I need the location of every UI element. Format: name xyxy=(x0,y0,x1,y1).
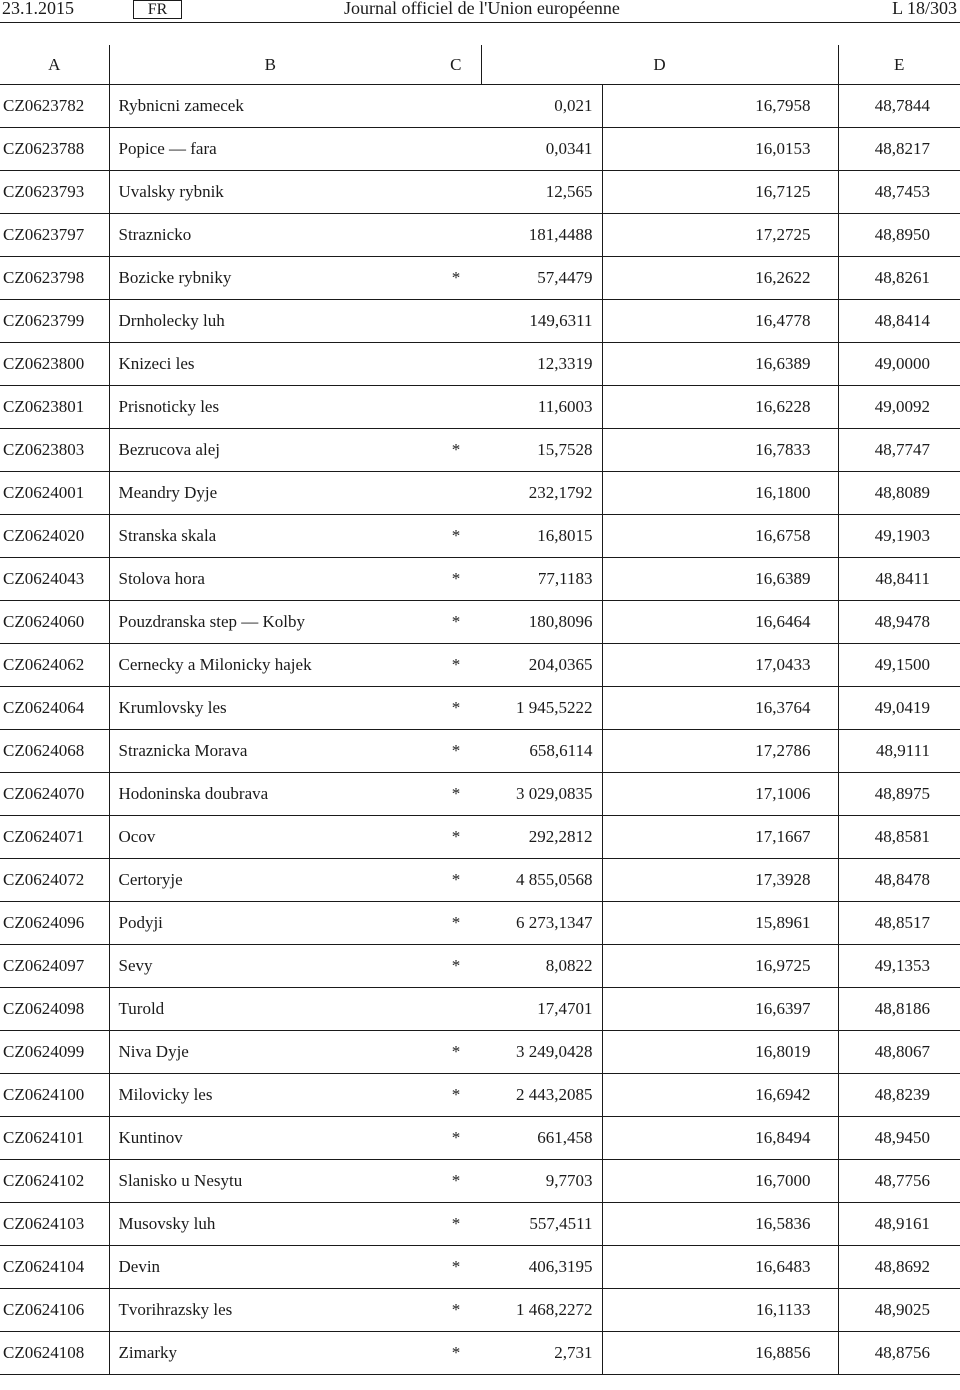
site-code: CZ0624020 xyxy=(0,515,109,558)
site-latitude: 48,9478 xyxy=(838,601,960,644)
site-code: CZ0623782 xyxy=(0,85,109,128)
site-latitude: 48,8414 xyxy=(838,300,960,343)
site-name: Zimarky xyxy=(109,1332,431,1375)
column-header-a: A xyxy=(0,45,109,85)
priority-marker: * xyxy=(431,601,481,644)
site-area: 1 468,2272 xyxy=(481,1289,602,1332)
site-longitude: 16,8019 xyxy=(602,1031,838,1074)
column-header-b: B xyxy=(109,45,431,85)
site-latitude: 48,8239 xyxy=(838,1074,960,1117)
site-name: Certoryje xyxy=(109,859,431,902)
column-header-d: D xyxy=(481,45,838,85)
site-code: CZ0624064 xyxy=(0,687,109,730)
site-latitude: 48,9111 xyxy=(838,730,960,773)
site-longitude: 16,6389 xyxy=(602,343,838,386)
site-name: Milovicky les xyxy=(109,1074,431,1117)
site-longitude: 17,1667 xyxy=(602,816,838,859)
table-row xyxy=(0,429,960,472)
site-latitude: 48,8186 xyxy=(838,988,960,1031)
table-row xyxy=(0,1074,960,1117)
site-area: 1 945,5222 xyxy=(481,687,602,730)
site-latitude: 48,8517 xyxy=(838,902,960,945)
priority-marker xyxy=(431,472,481,515)
site-latitude: 48,8692 xyxy=(838,1246,960,1289)
site-code: CZ0623801 xyxy=(0,386,109,429)
site-area: 3 029,0835 xyxy=(481,773,602,816)
priority-marker: * xyxy=(431,1203,481,1246)
table-row xyxy=(0,214,960,257)
site-code: CZ0624102 xyxy=(0,1160,109,1203)
site-name: Pouzdranska step — Kolby xyxy=(109,601,431,644)
site-code: CZ0624043 xyxy=(0,558,109,601)
site-name: Turold xyxy=(109,988,431,1031)
site-code: CZ0624101 xyxy=(0,1117,109,1160)
site-name: Knizeci les xyxy=(109,343,431,386)
site-code: CZ0624096 xyxy=(0,902,109,945)
site-code: CZ0623798 xyxy=(0,257,109,300)
priority-marker: * xyxy=(431,1117,481,1160)
site-longitude: 16,6389 xyxy=(602,558,838,601)
site-name: Rybnicni zamecek xyxy=(109,85,431,128)
site-code: CZ0624062 xyxy=(0,644,109,687)
table-row xyxy=(0,85,960,128)
table-row xyxy=(0,515,960,558)
site-code: CZ0624108 xyxy=(0,1332,109,1375)
site-longitude: 16,7958 xyxy=(602,85,838,128)
priority-marker: * xyxy=(431,1074,481,1117)
site-code: CZ0624001 xyxy=(0,472,109,515)
site-latitude: 48,8261 xyxy=(838,257,960,300)
table-row xyxy=(0,128,960,171)
priority-marker: * xyxy=(431,558,481,601)
site-code: CZ0624098 xyxy=(0,988,109,1031)
priority-marker: * xyxy=(431,1031,481,1074)
site-longitude: 17,0433 xyxy=(602,644,838,687)
site-latitude: 49,1353 xyxy=(838,945,960,988)
site-area: 2 443,2085 xyxy=(481,1074,602,1117)
site-longitude: 16,8494 xyxy=(602,1117,838,1160)
site-latitude: 48,8756 xyxy=(838,1332,960,1375)
site-code: CZ0623799 xyxy=(0,300,109,343)
table-row xyxy=(0,816,960,859)
priority-marker: * xyxy=(431,1160,481,1203)
site-area: 2,731 xyxy=(481,1332,602,1375)
priority-marker: * xyxy=(431,1289,481,1332)
site-code: CZ0624072 xyxy=(0,859,109,902)
site-name: Popice — fara xyxy=(109,128,431,171)
site-name: Uvalsky rybnik xyxy=(109,171,431,214)
site-latitude: 48,8411 xyxy=(838,558,960,601)
site-name: Bozicke rybniky xyxy=(109,257,431,300)
site-longitude: 16,9725 xyxy=(602,945,838,988)
table-header-row xyxy=(0,45,960,85)
table-row xyxy=(0,945,960,988)
site-code: CZ0624070 xyxy=(0,773,109,816)
site-area: 16,8015 xyxy=(481,515,602,558)
table-row xyxy=(0,1031,960,1074)
table-row xyxy=(0,1289,960,1332)
site-area: 4 855,0568 xyxy=(481,859,602,902)
site-name: Tvorihrazsky les xyxy=(109,1289,431,1332)
priority-marker xyxy=(431,128,481,171)
site-latitude: 49,1500 xyxy=(838,644,960,687)
site-longitude: 17,3928 xyxy=(602,859,838,902)
site-name: Prisnoticky les xyxy=(109,386,431,429)
page-header xyxy=(0,0,960,22)
header-divider xyxy=(0,22,960,23)
site-name: Straznicka Morava xyxy=(109,730,431,773)
site-code: CZ0624103 xyxy=(0,1203,109,1246)
priority-marker: * xyxy=(431,644,481,687)
site-area: 15,7528 xyxy=(481,429,602,472)
site-name: Cernecky a Milonicky hajek xyxy=(109,644,431,687)
priority-marker: * xyxy=(431,1246,481,1289)
site-area: 149,6311 xyxy=(481,300,602,343)
site-name: Devin xyxy=(109,1246,431,1289)
table-row xyxy=(0,644,960,687)
priority-marker: * xyxy=(431,902,481,945)
table-row xyxy=(0,601,960,644)
site-latitude: 48,9161 xyxy=(838,1203,960,1246)
priority-marker xyxy=(431,85,481,128)
table-row xyxy=(0,687,960,730)
site-latitude: 48,7747 xyxy=(838,429,960,472)
site-code: CZ0623797 xyxy=(0,214,109,257)
site-name: Hodoninska doubrava xyxy=(109,773,431,816)
site-area: 17,4701 xyxy=(481,988,602,1031)
table-row xyxy=(0,343,960,386)
priority-marker: * xyxy=(431,429,481,472)
site-longitude: 17,1006 xyxy=(602,773,838,816)
table-row xyxy=(0,1332,960,1375)
site-latitude: 48,8478 xyxy=(838,859,960,902)
priority-marker: * xyxy=(431,1332,481,1375)
table-row xyxy=(0,1246,960,1289)
site-name: Drnholecky luh xyxy=(109,300,431,343)
site-latitude: 48,8217 xyxy=(838,128,960,171)
site-longitude: 16,7125 xyxy=(602,171,838,214)
table-row xyxy=(0,902,960,945)
site-area: 661,458 xyxy=(481,1117,602,1160)
table-row xyxy=(0,300,960,343)
site-latitude: 49,0419 xyxy=(838,687,960,730)
site-longitude: 16,5836 xyxy=(602,1203,838,1246)
site-name: Bezrucova alej xyxy=(109,429,431,472)
site-longitude: 16,3764 xyxy=(602,687,838,730)
site-longitude: 17,2725 xyxy=(602,214,838,257)
table-row xyxy=(0,257,960,300)
site-name: Krumlovsky les xyxy=(109,687,431,730)
site-code: CZ0623803 xyxy=(0,429,109,472)
table-body xyxy=(0,85,960,1375)
priority-marker xyxy=(431,343,481,386)
site-area: 181,4488 xyxy=(481,214,602,257)
site-area: 3 249,0428 xyxy=(481,1031,602,1074)
site-code: CZ0624071 xyxy=(0,816,109,859)
page-reference: L 18/303 xyxy=(892,0,957,18)
site-latitude: 48,8067 xyxy=(838,1031,960,1074)
priority-marker: * xyxy=(431,730,481,773)
priority-marker: * xyxy=(431,687,481,730)
site-latitude: 48,8950 xyxy=(838,214,960,257)
priority-marker xyxy=(431,300,481,343)
site-latitude: 49,1903 xyxy=(838,515,960,558)
site-latitude: 48,9450 xyxy=(838,1117,960,1160)
site-code: CZ0623788 xyxy=(0,128,109,171)
site-longitude: 16,6942 xyxy=(602,1074,838,1117)
site-area: 77,1183 xyxy=(481,558,602,601)
priority-marker xyxy=(431,171,481,214)
site-longitude: 17,2786 xyxy=(602,730,838,773)
priority-marker: * xyxy=(431,257,481,300)
publication-date: 23.1.2015 xyxy=(2,0,74,18)
column-header-c: C xyxy=(431,45,481,85)
site-latitude: 48,7844 xyxy=(838,85,960,128)
site-latitude: 48,8975 xyxy=(838,773,960,816)
site-code: CZ0623800 xyxy=(0,343,109,386)
priority-marker: * xyxy=(431,515,481,558)
site-name: Slanisko u Nesytu xyxy=(109,1160,431,1203)
site-area: 406,3195 xyxy=(481,1246,602,1289)
site-name: Podyji xyxy=(109,902,431,945)
site-area: 232,1792 xyxy=(481,472,602,515)
priority-marker xyxy=(431,988,481,1031)
priority-marker xyxy=(431,214,481,257)
site-code: CZ0624099 xyxy=(0,1031,109,1074)
site-name: Kuntinov xyxy=(109,1117,431,1160)
site-longitude: 16,6228 xyxy=(602,386,838,429)
table-row xyxy=(0,1160,960,1203)
site-name: Straznicko xyxy=(109,214,431,257)
site-latitude: 48,9025 xyxy=(838,1289,960,1332)
site-area: 180,8096 xyxy=(481,601,602,644)
site-latitude: 48,8089 xyxy=(838,472,960,515)
column-header-e: E xyxy=(838,45,960,85)
site-longitude: 16,4778 xyxy=(602,300,838,343)
site-longitude: 16,6758 xyxy=(602,515,838,558)
language-badge: FR xyxy=(133,0,182,19)
table-row xyxy=(0,171,960,214)
site-code: CZ0624106 xyxy=(0,1289,109,1332)
site-longitude: 16,7000 xyxy=(602,1160,838,1203)
site-name: Stolova hora xyxy=(109,558,431,601)
table-row xyxy=(0,773,960,816)
site-longitude: 16,2622 xyxy=(602,257,838,300)
site-area: 658,6114 xyxy=(481,730,602,773)
site-code: CZ0624060 xyxy=(0,601,109,644)
site-latitude: 48,7756 xyxy=(838,1160,960,1203)
site-area: 292,2812 xyxy=(481,816,602,859)
site-name: Ocov xyxy=(109,816,431,859)
sites-table xyxy=(0,45,960,1375)
site-longitude: 16,7833 xyxy=(602,429,838,472)
table-row xyxy=(0,558,960,601)
table-row xyxy=(0,1203,960,1246)
site-longitude: 16,6483 xyxy=(602,1246,838,1289)
table-row xyxy=(0,730,960,773)
site-name: Meandry Dyje xyxy=(109,472,431,515)
site-longitude: 16,6397 xyxy=(602,988,838,1031)
priority-marker: * xyxy=(431,859,481,902)
site-name: Musovsky luh xyxy=(109,1203,431,1246)
table-row xyxy=(0,988,960,1031)
priority-marker xyxy=(431,386,481,429)
table-row xyxy=(0,1117,960,1160)
priority-marker: * xyxy=(431,945,481,988)
site-name: Sevy xyxy=(109,945,431,988)
site-longitude: 16,1133 xyxy=(602,1289,838,1332)
site-area: 8,0822 xyxy=(481,945,602,988)
site-area: 9,7703 xyxy=(481,1160,602,1203)
site-area: 11,6003 xyxy=(481,386,602,429)
site-longitude: 16,1800 xyxy=(602,472,838,515)
site-area: 6 273,1347 xyxy=(481,902,602,945)
priority-marker: * xyxy=(431,816,481,859)
priority-marker: * xyxy=(431,773,481,816)
site-area: 557,4511 xyxy=(481,1203,602,1246)
site-name: Stranska skala xyxy=(109,515,431,558)
site-code: CZ0624100 xyxy=(0,1074,109,1117)
site-area: 57,4479 xyxy=(481,257,602,300)
site-name: Niva Dyje xyxy=(109,1031,431,1074)
site-latitude: 48,7453 xyxy=(838,171,960,214)
site-longitude: 16,6464 xyxy=(602,601,838,644)
table-row xyxy=(0,386,960,429)
site-code: CZ0624104 xyxy=(0,1246,109,1289)
site-area: 0,021 xyxy=(481,85,602,128)
site-area: 12,565 xyxy=(481,171,602,214)
site-area: 12,3319 xyxy=(481,343,602,386)
site-longitude: 15,8961 xyxy=(602,902,838,945)
site-code: CZ0623793 xyxy=(0,171,109,214)
site-latitude: 49,0000 xyxy=(838,343,960,386)
site-code: CZ0624097 xyxy=(0,945,109,988)
table-row xyxy=(0,859,960,902)
site-longitude: 16,0153 xyxy=(602,128,838,171)
site-code: CZ0624068 xyxy=(0,730,109,773)
site-area: 0,0341 xyxy=(481,128,602,171)
site-latitude: 48,8581 xyxy=(838,816,960,859)
site-latitude: 49,0092 xyxy=(838,386,960,429)
site-longitude: 16,8856 xyxy=(602,1332,838,1375)
journal-title: Journal officiel de l'Union européenne xyxy=(344,0,620,18)
site-area: 204,0365 xyxy=(481,644,602,687)
table-row xyxy=(0,472,960,515)
